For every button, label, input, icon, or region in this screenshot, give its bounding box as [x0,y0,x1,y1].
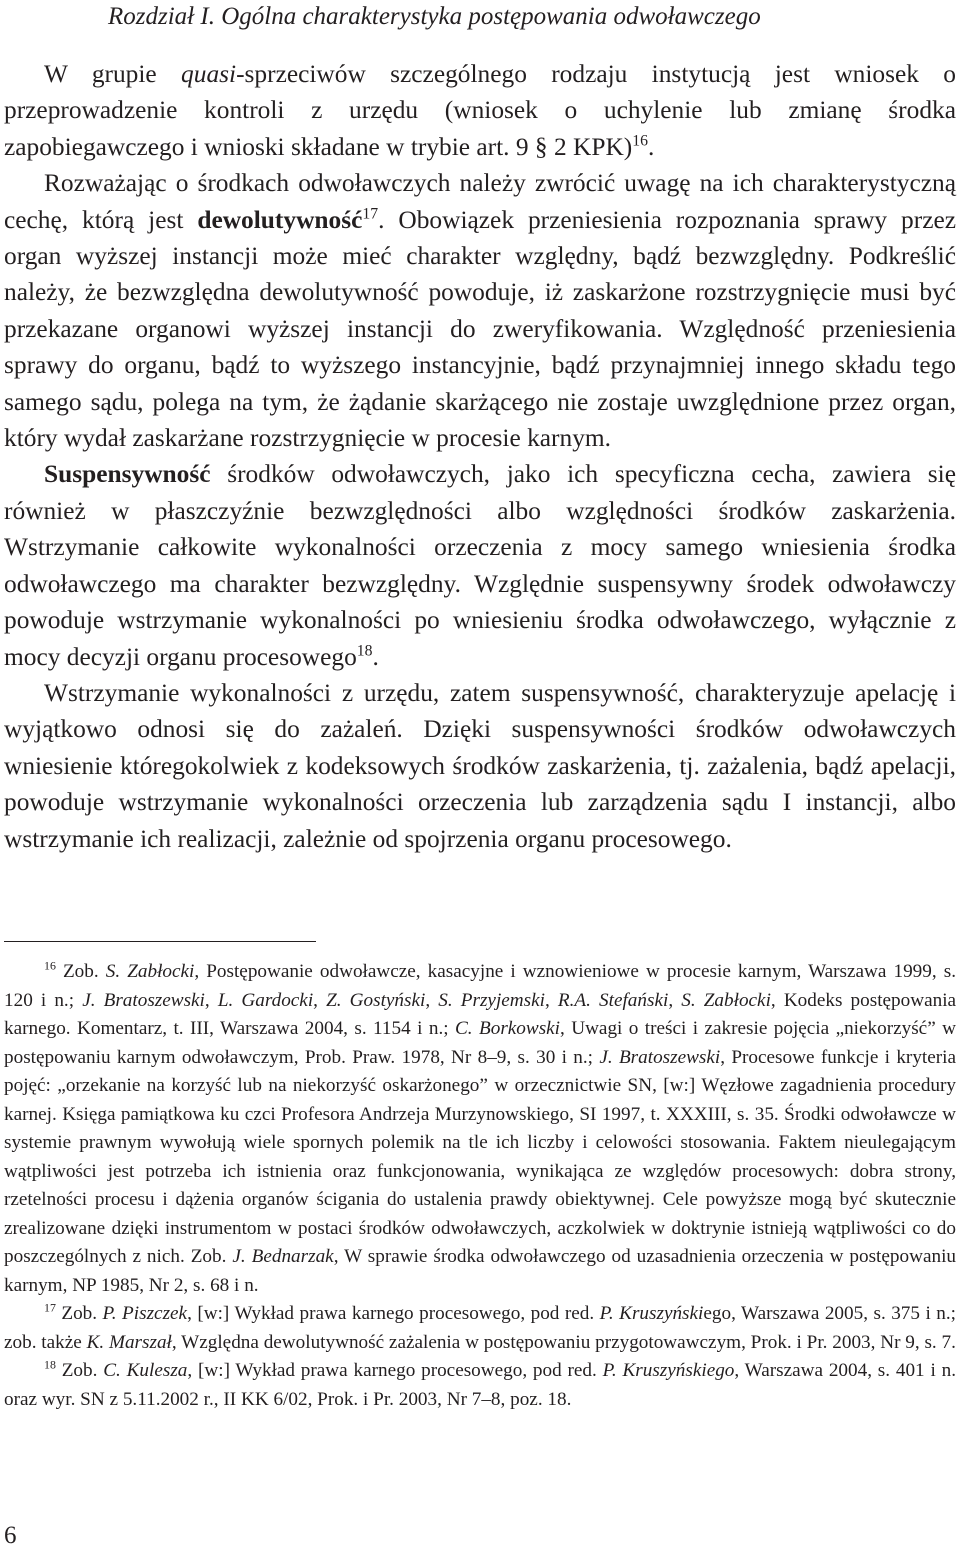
text-span: , [204,989,218,1011]
footnote-number: 18 [44,1357,56,1372]
text-span: Rozważając o środkach odwoławczych należy zwrócić uwagę na ich charakterystyczną cechę, którą jest [4,169,956,234]
footnote-ref: 17 [362,205,379,223]
footnote-16 [4,958,956,1300]
footnote-ref: 18 [356,642,373,660]
text-span: , Względna dewolutywność zażalenia w postępowaniu przygotowawczym, Prok. i Pr. 2003, Nr 9, s. 7. [171,1331,956,1353]
footnotes [4,958,956,1414]
author-name: S. Zabłocki [681,989,771,1011]
author-name: C. Kulesza [103,1360,188,1381]
text-span: . [647,132,655,161]
text-span: Zob. [55,1303,103,1324]
paragraph-1 [4,56,956,165]
author-name: J. Bednarzak [232,1246,334,1267]
text-span: ego, Warszawa 2005, s. 375 i n.; zob. także [4,1303,956,1353]
paragraph-4 [4,675,956,857]
text-span: -sprzeciwów szczególnego rodzaju instytucją jest wniosek o przeprowadzenie kontroli z urzędu (wniosek o uchylenie lub zmianę środka zapobiegawczego i wnioski składane w trybie art. 9 § 2 KPK) [4,60,956,161]
author-name: S. Zabłocki [105,961,195,982]
page-number: 6 [4,1522,17,1549]
text-span: Zob. [55,1360,104,1381]
author-name: C. Borkowski [455,1018,561,1039]
author-name: J. Bratoszewski [599,1046,721,1068]
footnote-number: 17 [44,1300,56,1315]
text-span: , W sprawie środka odwoławczego od uzasadnienia orzeczenia w postępowaniu karnym, NP 1985, Nr 2, s. 68 i n. [4,1246,956,1296]
text-span: . Obowiązek przeniesienia rozpoznania sprawy przez organ wyższej instancji może mieć charakter względny, bądź bezwzględny. Podkreślić należy, że bezwzględna dewolutywność powoduje, iż zaskarżone rozstrzygnięcie musi być przekazane organowi wyższej instancji do zweryfikowania. Względność przeniesienia sprawy do organu, bądź to wyższego instancyjnie, bądź przynajmniej innego składu tego samego sądu, polega na tym, że żądanie skarżącego nie zostaje uwzględnione przez organ, który wydał zaskarżane rozstrzygnięcie w procesie karnym. [4,205,957,453]
main-text [4,56,956,857]
text-span: , Postępowanie odwoławcze, kasacyjne i wznowieniowe w procesie karnym, Warszawa 1999, s. 120 i n.; [4,961,956,1011]
text-span: , Procesowe funkcje i kryteria pojęć: „orzekanie na korzyść lub na niekorzyść oskarżonego” w orzecznictwie SN, [w:] Węzłowe zagadnienia procedury karnej. Księga pamiątkowa ku czci Profesora Andrzeja Murzynowskiego, SI 1997, t. XXXIII, s. 35. Środki odwoławcze w systemie prawnym wywołują wiele spornych polemik na tle ich liczby i celowości stosowania. Faktem nieulegającym wątpliwości jest potrzeba ich istnienia oraz funkcjonowania, wynikająca ze względów procesowych: dobra strony, rzetelności procesu i dążenia organów ścigania do ustalenia prawdy obiektywnej. Cele powyższe mogą być skutecznie zrealizowane dzięki instrumentom w postaci środków odwoławczych, aczkolwiek w doktrynie istnieją wątpliwości co do poszczególnych z nich. Zob. [4,1046,956,1267]
text-span: środków odwoławczych, jako ich specyficzna cecha, zawiera się również w płaszczyźnie bezwzględności albo względności środków zaskarżenia. Wstrzymanie całkowite wykonalności orzeczenia z mocy samego wniesienia środka odwoławczego ma charakter bezwzględny. Względnie suspensywny środek odwoławczy powoduje wstrzymanie wykonalności po wniesieniu środka odwoławczego, wyłącznie z mocy decyzji organu procesowego [4,460,956,671]
text-span: Wstrzymanie wykonalności z urzędu, zatem suspensywność, charakteryzuje apelację i wyjątkowo odnosi się do zażaleń. Dzięki suspensywności środków odwoławczych wniesienie któregokolwiek z kodeksowych środków zaskarżenia, tj. zażalenia, bądź apelacji, powoduje wstrzymanie wykonalności orzeczenia lub zarządzenia sądu I instancji, albo wstrzymanie ich realizacji, zależnie od spojrzenia organu procesowego. [4,678,956,853]
text-span: , Warszawa 2004, s. 401 i n. oraz wyr. SN z 5.11.2002 r., II KK 6/02, Prok. i Pr. 2003, Nr 7–8, poz. 18. [4,1360,956,1410]
text-span: , Kodeks postępowania karnego. Komentarz, t. III, Warszawa 2004, s. 1154 i n.; [4,989,957,1039]
text-span: Zob. [55,961,106,982]
text-span: , [668,989,682,1011]
author-name: R.A. Stefański [557,989,669,1011]
running-header: Rozdział I. Ogólna charakterystyka postępowania odwoławczego [108,3,761,30]
text-span: , [425,989,439,1011]
footnote-17 [4,1300,956,1357]
text-span: . [372,642,379,671]
bold-term: dewolutywność [197,205,363,234]
text-span: , [w:] Wykład prawa karnego procesowego, pod red. [187,1303,600,1324]
footnote-separator [4,941,316,942]
text-span: , [313,989,327,1011]
author-name: P. Piszczek [102,1303,188,1324]
paragraph-2 [4,165,956,456]
author-name: J. Bratoszewski [82,989,205,1011]
footnote-ref: 16 [632,132,648,150]
author-name: S. Przyjemski [438,989,545,1011]
author-name: P. Kruszyński [599,1303,704,1324]
footnote-number: 16 [44,958,56,973]
text-span: W grupie [44,60,182,88]
paragraph-3 [4,456,956,674]
text-span: , Uwagi o treści i zakresie pojęcia „niekorzyść” w postępowaniu karnym odwoławczym, Prob. Praw. 1978, Nr 8–9, s. 30 i n.; [4,1018,956,1068]
italic-term: quasi [181,60,237,88]
author-name: K. Marszał [86,1331,172,1353]
text-span: , [w:] Wykład prawa karnego procesowego, pod red. [187,1360,603,1381]
text-span: , [544,989,558,1011]
author-name: L. Gardocki [217,989,314,1011]
footnote-18 [4,1357,956,1414]
author-name: Z. Gostyński [326,989,426,1011]
author-name: P. Kruszyńskiego [602,1360,735,1381]
bold-term: Suspensywność [44,460,211,489]
